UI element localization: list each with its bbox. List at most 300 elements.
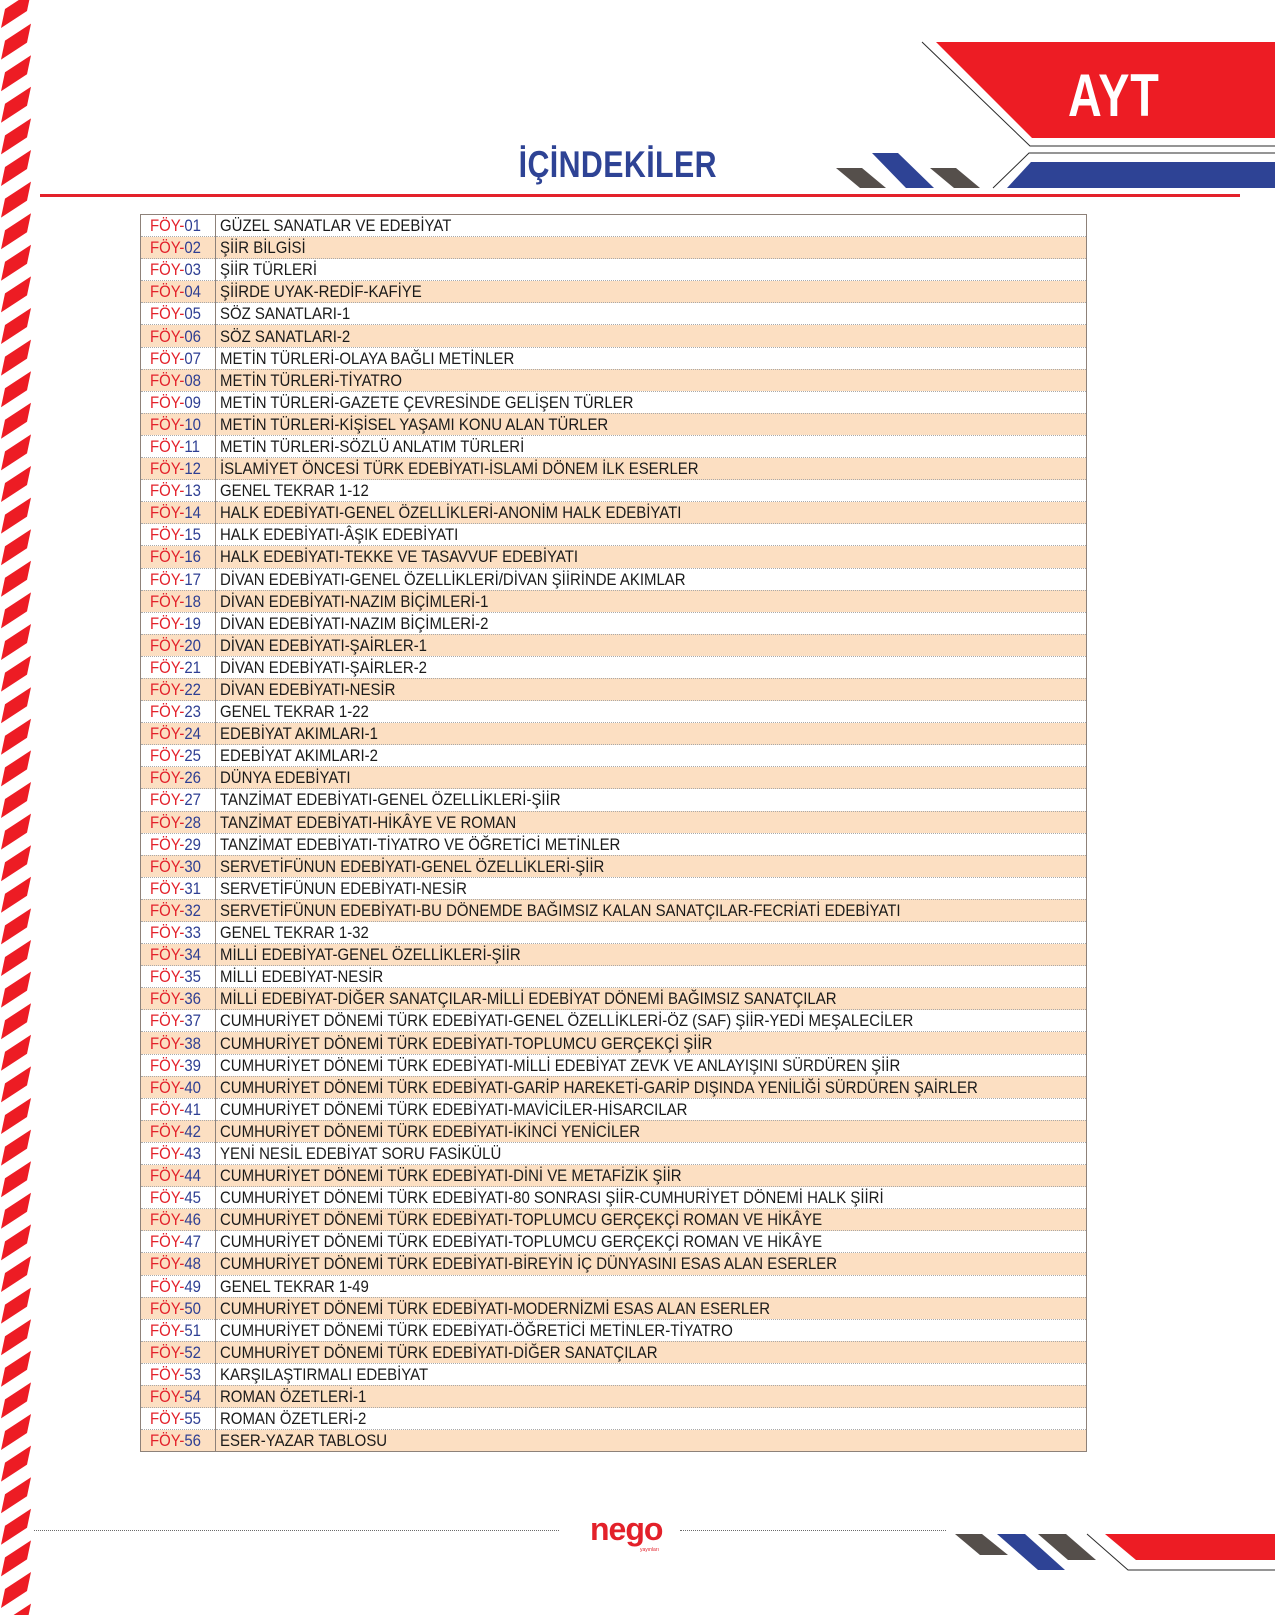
stripe-segment [1, 1319, 31, 1355]
toc-row [141, 922, 1087, 944]
toc-topic [216, 1341, 1087, 1363]
toc-code-wrapper [150, 1010, 201, 1031]
toc-code-number: 48 [184, 1254, 202, 1274]
toc-code-number: 19 [184, 613, 202, 633]
toc-code-wrapper [150, 458, 201, 479]
toc-code [141, 767, 216, 789]
stripe-segment [1, 434, 31, 470]
toc-topic-text: CUMHURİYET DÖNEMİ TÜRK EDEBİYATI-80 SONRASI ŞİİR-CUMHURİYET DÖNEMİ HALK ŞİİRİ [220, 1188, 884, 1208]
toc-code [141, 877, 216, 899]
toc-code-wrapper [150, 480, 201, 501]
toc-code-number: 46 [184, 1210, 202, 1230]
toc-code [141, 1385, 216, 1407]
toc-code [141, 656, 216, 678]
toc-topic-text: GÜZEL SANATLAR VE EDEBİYAT [220, 216, 452, 236]
toc-code-wrapper [150, 1209, 201, 1230]
toc-code [141, 1187, 216, 1209]
stripe-segment [1, 782, 31, 818]
toc-topic-text: CUMHURİYET DÖNEMİ TÜRK EDEBİYATI-TOPLUMCU GERÇEKÇİ ŞİİR [220, 1033, 713, 1053]
toc-row [141, 789, 1087, 811]
toc-code-prefix: FÖY- [150, 1431, 185, 1451]
toc-code-wrapper [150, 900, 201, 921]
header-gray-slash-2 [930, 168, 980, 188]
toc-topic-text: TANZİMAT EDEBİYATI-GENEL ÖZELLİKLERİ-ŞİİR [220, 790, 561, 810]
toc-topic [216, 922, 1087, 944]
stripe-segment [1, 1604, 31, 1615]
toc-row [141, 612, 1087, 634]
toc-code-prefix: FÖY- [150, 680, 185, 700]
toc-code-prefix: FÖY- [150, 657, 185, 677]
stripe-segment [1, 814, 31, 850]
toc-code-prefix: FÖY- [150, 1011, 185, 1031]
toc-code [141, 1010, 216, 1032]
toc-code [141, 1297, 216, 1319]
toc-topic [216, 612, 1087, 634]
toc-code-prefix: FÖY- [150, 282, 185, 302]
toc-code-wrapper [150, 613, 201, 634]
stripe-segment [1, 1572, 31, 1608]
toc-code-wrapper [150, 1143, 201, 1164]
stripe-segment [1, 687, 31, 723]
toc-topic-text: GENEL TEKRAR 1-32 [220, 923, 369, 943]
toc-code [141, 1054, 216, 1076]
toc-code-prefix: FÖY- [150, 746, 185, 766]
toc-code-number: 51 [184, 1320, 202, 1340]
toc-code-number: 16 [184, 547, 202, 567]
toc-code-prefix: FÖY- [150, 1364, 185, 1384]
toc-code-wrapper [150, 348, 201, 369]
toc-topic-text: DİVAN EDEBİYATI-ŞAİRLER-2 [220, 657, 428, 677]
toc-topic [216, 347, 1087, 369]
toc-row [141, 435, 1087, 457]
toc-code-number: 07 [184, 348, 202, 368]
toc-code-number: 06 [184, 326, 202, 346]
toc-topic-text: CUMHURİYET DÖNEMİ TÜRK EDEBİYATI-TOPLUMCU GERÇEKÇİ ROMAN VE HİKÂYE [220, 1232, 823, 1252]
toc-row [141, 1142, 1087, 1164]
toc-code-number: 53 [184, 1364, 202, 1384]
logo-wordmark: nego [590, 1511, 663, 1547]
toc-code-number: 39 [184, 1055, 202, 1075]
toc-topic [216, 767, 1087, 789]
toc-code-number: 47 [184, 1232, 202, 1252]
toc-code-prefix: FÖY- [150, 1143, 185, 1163]
stripe-segment [1, 908, 31, 944]
toc-code-prefix: FÖY- [150, 635, 185, 655]
toc-code-wrapper [150, 215, 201, 236]
toc-code-prefix: FÖY- [150, 1210, 185, 1230]
toc-topic-text: CUMHURİYET DÖNEMİ TÜRK EDEBİYATI-TOPLUMCU GERÇEKÇİ ROMAN VE HİKÂYE [220, 1210, 823, 1230]
toc-code-wrapper [150, 569, 201, 590]
stripe-segment [1, 750, 31, 786]
toc-topic [216, 281, 1087, 303]
toc-topic [216, 966, 1087, 988]
logo-subtitle: yayınları [640, 1547, 659, 1553]
toc-code [141, 1430, 216, 1452]
toc-topic-text: MİLLİ EDEBİYAT-GENEL ÖZELLİKLERİ-ŞİİR [220, 945, 521, 965]
stripe-segment [1, 1003, 31, 1039]
toc-topic-text: METİN TÜRLERİ-OLAYA BAĞLI METİNLER [220, 348, 515, 368]
toc-code [141, 789, 216, 811]
toc-code-number: 35 [184, 967, 202, 987]
toc-code-number: 20 [184, 635, 202, 655]
toc-row [141, 1430, 1087, 1452]
toc-code [141, 281, 216, 303]
toc-code-wrapper [150, 1077, 201, 1098]
toc-code [141, 1253, 216, 1275]
toc-code-wrapper [150, 657, 201, 678]
toc-code-prefix: FÖY- [150, 812, 185, 832]
toc-row [141, 1231, 1087, 1253]
toc-topic [216, 546, 1087, 568]
toc-topic-text: CUMHURİYET DÖNEMİ TÜRK EDEBİYATI-MODERNİZMİ ESAS ALAN ESERLER [220, 1298, 771, 1318]
toc-row [141, 413, 1087, 435]
toc-code-number: 05 [184, 304, 202, 324]
publisher-logo [590, 1511, 672, 1553]
toc-code-wrapper [150, 944, 201, 965]
toc-code [141, 590, 216, 612]
toc-code [141, 944, 216, 966]
stripe-segment [1, 118, 31, 154]
toc-code-wrapper [150, 1099, 201, 1120]
toc-topic-text: DİVAN EDEBİYATI-NESİR [220, 680, 396, 700]
toc-code-number: 14 [184, 503, 202, 523]
toc-code-wrapper [150, 546, 201, 567]
toc-row [141, 1363, 1087, 1385]
toc-row [141, 590, 1087, 612]
toc-topic [216, 1408, 1087, 1430]
toc-row [141, 1054, 1087, 1076]
toc-code-number: 49 [184, 1276, 202, 1296]
stripe-segment [1, 24, 31, 60]
toc-topic [216, 1054, 1087, 1076]
toc-topic-text: HALK EDEBİYATI-TEKKE VE TASAVVUF EDEBİYATI [220, 547, 579, 567]
toc-code-wrapper [150, 789, 201, 810]
toc-row [141, 458, 1087, 480]
stripe-segment [1, 498, 31, 534]
toc-code-number: 03 [184, 260, 202, 280]
toc-code [141, 701, 216, 723]
toc-code-prefix: FÖY- [150, 702, 185, 722]
toc-row [141, 899, 1087, 921]
toc-code [141, 855, 216, 877]
toc-code-number: 30 [184, 856, 202, 876]
toc-row [141, 966, 1087, 988]
toc-code-number: 25 [184, 746, 202, 766]
stripe-segment [1, 276, 31, 312]
toc-topic-text: YENİ NESİL EDEBİYAT SORU FASİKÜLÜ [220, 1143, 502, 1163]
toc-topic [216, 678, 1087, 700]
toc-code-number: 13 [184, 481, 202, 501]
toc-code-prefix: FÖY- [150, 1387, 185, 1407]
toc-code-wrapper [150, 259, 201, 280]
toc-row [141, 369, 1087, 391]
toc-code [141, 1341, 216, 1363]
toc-topic [216, 1209, 1087, 1231]
stripe-segment [1, 1066, 31, 1102]
toc-code-number: 55 [184, 1409, 202, 1429]
stripe-segment [1, 719, 31, 755]
stripe-segment [1, 1477, 31, 1513]
toc-code-prefix: FÖY- [150, 547, 185, 567]
toc-topic [216, 215, 1087, 237]
toc-topic-text: DİVAN EDEBİYATI-GENEL ÖZELLİKLERİ/DİVAN ŞİİRİNDE AKIMLAR [220, 569, 686, 589]
toc-code [141, 745, 216, 767]
toc-code [141, 634, 216, 656]
toc-code-number: 38 [184, 1033, 202, 1053]
toc-code-number: 28 [184, 812, 202, 832]
toc-topic [216, 590, 1087, 612]
toc-code [141, 1319, 216, 1341]
toc-topic-text: SÖZ SANATLARI-1 [220, 304, 351, 324]
toc-code [141, 723, 216, 745]
toc-code-wrapper [150, 1342, 201, 1363]
toc-code-prefix: FÖY- [150, 436, 185, 456]
toc-row [141, 546, 1087, 568]
toc-code-number: 43 [184, 1143, 202, 1163]
toc-code [141, 1209, 216, 1231]
toc-code-wrapper [150, 988, 201, 1009]
toc-code [141, 1275, 216, 1297]
toc-code-prefix: FÖY- [150, 1166, 185, 1186]
toc-code-prefix: FÖY- [150, 1276, 185, 1296]
footer-red-band [1105, 1534, 1275, 1560]
toc-code-prefix: FÖY- [150, 878, 185, 898]
toc-row [141, 1275, 1087, 1297]
toc-row [141, 1120, 1087, 1142]
toc-code [141, 678, 216, 700]
toc-row [141, 723, 1087, 745]
toc-code-number: 56 [184, 1431, 202, 1451]
exam-badge-label: AYT [1068, 62, 1160, 129]
table-of-contents [140, 214, 1087, 1452]
stripe-segment [1, 340, 31, 376]
toc-code [141, 347, 216, 369]
toc-code-wrapper [150, 878, 201, 899]
toc-row [141, 1341, 1087, 1363]
toc-code-number: 40 [184, 1077, 202, 1097]
stripe-segment [1, 529, 31, 565]
toc-code-wrapper [150, 370, 201, 391]
toc-topic-text: DÜNYA EDEBİYATI [220, 768, 351, 788]
toc-code-number: 36 [184, 989, 202, 1009]
toc-topic-text: CUMHURİYET DÖNEMİ TÜRK EDEBİYATI-GENEL ÖZELLİKLERİ-ÖZ (SAF) ŞİİR-YEDİ MEŞALECİLER [220, 1011, 914, 1031]
toc-code-wrapper [150, 281, 201, 302]
toc-topic [216, 634, 1087, 656]
toc-row [141, 1187, 1087, 1209]
toc-topic [216, 1142, 1087, 1164]
stripe-segment [1, 245, 31, 281]
toc-topic-text: CUMHURİYET DÖNEMİ TÜRK EDEBİYATI-DİNİ VE METAFİZİK ŞİİR [220, 1166, 682, 1186]
toc-topic-text: MİLLİ EDEBİYAT-DİĞER SANATÇILAR-MİLLİ EDEBİYAT DÖNEMİ BAĞIMSIZ SANATÇILAR [220, 989, 837, 1009]
toc-row [141, 1076, 1087, 1098]
toc-topic-text: ESER-YAZAR TABLOSU [220, 1431, 388, 1451]
stripe-segment [1, 1382, 31, 1418]
toc-code-prefix: FÖY- [150, 613, 185, 633]
toc-topic-text: CUMHURİYET DÖNEMİ TÜRK EDEBİYATI-GARİP HAREKETİ-GARİP DIŞINDA YENİLİĞİ SÜRDÜREN ŞAİRLER [220, 1077, 978, 1097]
toc-code [141, 1231, 216, 1253]
stripe-segment [1, 1446, 31, 1482]
toc-code-number: 52 [184, 1342, 202, 1362]
toc-code-wrapper [150, 1231, 201, 1252]
toc-topic-text: ROMAN ÖZETLERİ-1 [220, 1387, 367, 1407]
toc-code-prefix: FÖY- [150, 370, 185, 390]
stripe-segment [1, 656, 31, 692]
toc-row [141, 347, 1087, 369]
toc-row [141, 1253, 1087, 1275]
toc-topic-text: SERVETİFÜNUN EDEBİYATI-BU DÖNEMDE BAĞIMSIZ KALAN SANATÇILAR-FECRİATİ EDEBİYATI [220, 900, 901, 920]
toc-code-number: 15 [184, 525, 202, 545]
toc-code [141, 1120, 216, 1142]
toc-code-prefix: FÖY- [150, 481, 185, 501]
toc-code [141, 1363, 216, 1385]
toc-topic [216, 325, 1087, 347]
toc-code-wrapper [150, 1033, 201, 1054]
toc-code-number: 10 [184, 414, 202, 434]
toc-code-prefix: FÖY- [150, 834, 185, 854]
toc-code-number: 44 [184, 1166, 202, 1186]
toc-row [141, 325, 1087, 347]
stripe-segment [1, 561, 31, 597]
toc-topic [216, 1120, 1087, 1142]
toc-code-number: 02 [184, 238, 202, 258]
toc-row [141, 1385, 1087, 1407]
toc-topic [216, 1098, 1087, 1120]
toc-code-prefix: FÖY- [150, 569, 185, 589]
title-underline [40, 194, 1240, 197]
toc-code-prefix: FÖY- [150, 1232, 185, 1252]
toc-code-number: 18 [184, 591, 202, 611]
toc-topic-text: ŞİİR BİLGİSİ [220, 238, 306, 258]
toc-row [141, 524, 1087, 546]
toc-code [141, 922, 216, 944]
stripe-segment [1, 592, 31, 628]
toc-code [141, 1076, 216, 1098]
stripe-segment [1, 308, 31, 344]
toc-code-wrapper [150, 436, 200, 457]
toc-code-number: 27 [184, 790, 202, 810]
toc-code [141, 966, 216, 988]
toc-code-number: 21 [184, 657, 202, 677]
toc-topic-text: TANZİMAT EDEBİYATI-TİYATRO VE ÖĞRETİCİ METİNLER [220, 834, 621, 854]
toc-topic-text: TANZİMAT EDEBİYATI-HİKÂYE VE ROMAN [220, 812, 517, 832]
toc-topic [216, 1010, 1087, 1032]
footer-decoration [900, 1525, 1275, 1615]
toc-topic-text: METİN TÜRLERİ-SÖZLÜ ANLATIM TÜRLERİ [220, 436, 525, 456]
toc-row [141, 259, 1087, 281]
toc-code-prefix: FÖY- [150, 326, 185, 346]
stripe-segment [1, 1098, 31, 1134]
toc-topic-text: HALK EDEBİYATI-ÂŞIK EDEBİYATI [220, 525, 459, 545]
stripe-segment [1, 972, 31, 1008]
toc-topic-text: CUMHURİYET DÖNEMİ TÜRK EDEBİYATI-İKİNCİ YENİCİLER [220, 1121, 641, 1141]
toc-topic [216, 391, 1087, 413]
toc-code-prefix: FÖY- [150, 856, 185, 876]
stripe-segment [1, 624, 31, 660]
toc-topic [216, 568, 1087, 590]
stripe-segment [1, 877, 31, 913]
toc-topic-text: CUMHURİYET DÖNEMİ TÜRK EDEBİYATI-DİĞER SANATÇILAR [220, 1342, 658, 1362]
toc-code-wrapper [150, 1298, 201, 1319]
toc-code-wrapper [150, 1187, 201, 1208]
toc-code-wrapper [150, 1320, 201, 1341]
toc-topic-text: SERVETİFÜNUN EDEBİYATI-GENEL ÖZELLİKLERİ-ŞİİR [220, 856, 605, 876]
toc-code-prefix: FÖY- [150, 1188, 185, 1208]
toc-row [141, 877, 1087, 899]
toc-topic [216, 1231, 1087, 1253]
toc-code-wrapper [150, 679, 201, 700]
toc-code [141, 524, 216, 546]
toc-row [141, 1098, 1087, 1120]
toc-code-prefix: FÖY- [150, 923, 185, 943]
toc-topic [216, 833, 1087, 855]
toc-topic [216, 701, 1087, 723]
toc-topic-text: CUMHURİYET DÖNEMİ TÜRK EDEBİYATI-MAVİCİLER-HİSARCILAR [220, 1099, 688, 1119]
toc-code [141, 1098, 216, 1120]
toc-code-number: 31 [184, 878, 202, 898]
toc-row [141, 1319, 1087, 1341]
toc-code-prefix: FÖY- [150, 1342, 185, 1362]
stripe-segment [1, 1288, 31, 1324]
toc-topic-text: HALK EDEBİYATI-GENEL ÖZELLİKLERİ-ANONİM HALK EDEBİYATI [220, 503, 682, 523]
toc-code [141, 899, 216, 921]
toc-code-wrapper [150, 1408, 201, 1429]
toc-code-prefix: FÖY- [150, 989, 185, 1009]
toc-code-number: 45 [184, 1188, 202, 1208]
toc-code-prefix: FÖY- [150, 1298, 185, 1318]
toc-row [141, 811, 1087, 833]
toc-row [141, 745, 1087, 767]
header-decoration [800, 0, 1275, 200]
toc-code-number: 11 [184, 436, 200, 456]
left-stripe-border [0, 0, 34, 1615]
toc-code-wrapper [150, 812, 201, 833]
stripe-segment [1, 1256, 31, 1292]
toc-code [141, 458, 216, 480]
toc-row [141, 701, 1087, 723]
toc-topic [216, 1076, 1087, 1098]
toc-topic [216, 899, 1087, 921]
toc-topic [216, 237, 1087, 259]
toc-code-wrapper [150, 1364, 201, 1385]
toc-code [141, 480, 216, 502]
toc-code [141, 303, 216, 325]
toc-code [141, 237, 216, 259]
page-title: İÇİNDEKİLER [518, 144, 717, 185]
toc-topic [216, 524, 1087, 546]
toc-code-wrapper [150, 1253, 201, 1274]
toc-code-prefix: FÖY- [150, 216, 185, 236]
stripe-segment [1, 1035, 31, 1071]
toc-code-wrapper [150, 834, 201, 855]
toc-topic-text: EDEBİYAT AKIMLARI-1 [220, 724, 378, 744]
toc-code-number: 33 [184, 923, 202, 943]
toc-code-prefix: FÖY- [150, 348, 185, 368]
toc-code [141, 391, 216, 413]
toc-topic-text: METİN TÜRLERİ-TİYATRO [220, 370, 403, 390]
stripe-segment [1, 1351, 31, 1387]
toc-topic [216, 745, 1087, 767]
toc-topic-text: ROMAN ÖZETLERİ-2 [220, 1409, 367, 1429]
toc-code-wrapper [150, 635, 201, 656]
toc-code-wrapper [150, 1165, 201, 1186]
toc-code-number: 09 [184, 392, 202, 412]
toc-row [141, 1408, 1087, 1430]
toc-row [141, 988, 1087, 1010]
toc-row [141, 1165, 1087, 1187]
toc-topic [216, 1253, 1087, 1275]
toc-topic [216, 855, 1087, 877]
toc-code-wrapper [150, 1121, 201, 1142]
